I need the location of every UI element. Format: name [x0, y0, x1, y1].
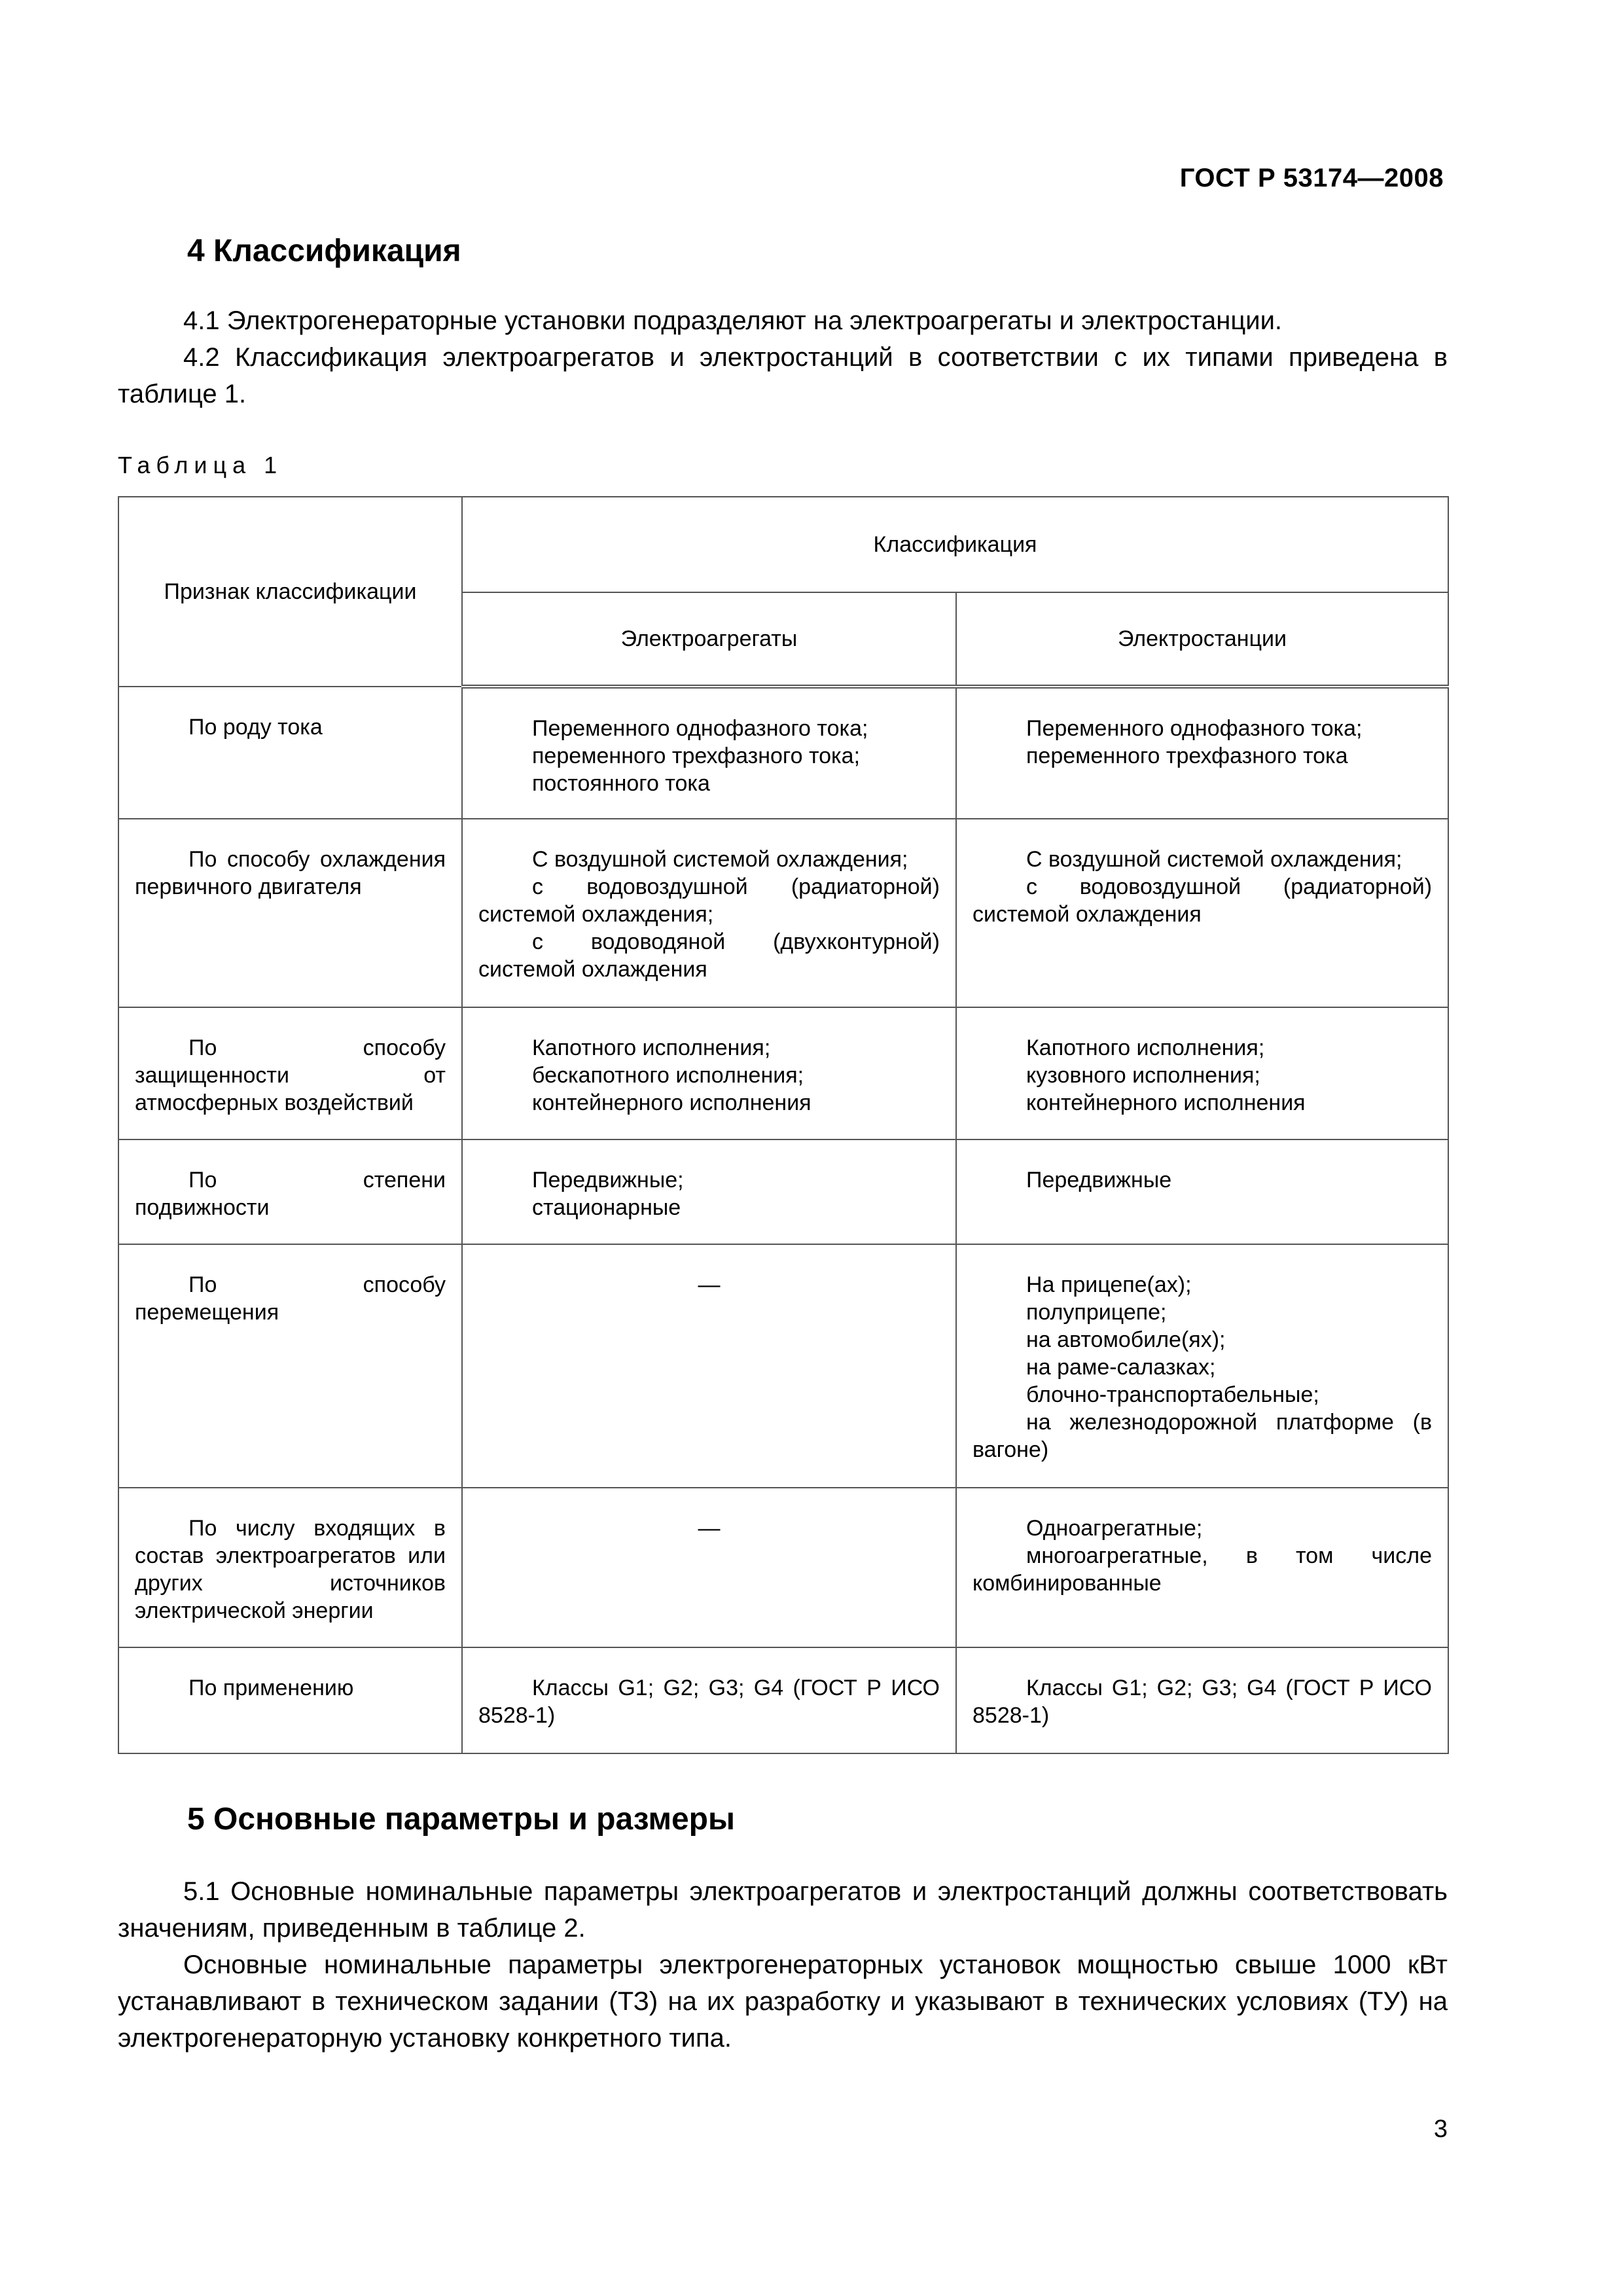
cell-feature	[118, 687, 462, 819]
cell-electro-aggregates	[462, 819, 956, 1007]
feature-text: По степени подвижности	[135, 1168, 446, 1220]
cell-line: Переменного однофазного тока;	[1026, 716, 1363, 741]
cell-line: Передвижные;	[532, 1168, 684, 1193]
cell-electro-aggregates	[462, 1139, 956, 1244]
paragraph-5-1	[118, 1873, 1448, 1946]
cell-line: Одноагрегатные;	[1026, 1516, 1203, 1541]
cell-power-stations	[956, 1488, 1448, 1647]
table-row	[118, 819, 1448, 1007]
cell-electro-aggregates	[462, 1007, 956, 1139]
cell-electro-aggregates	[462, 1647, 956, 1753]
cell-line: Классы G1; G2; G3; G4 (ГОСТ Р ИСО 8528-1)	[478, 1676, 940, 1728]
cell-line: На прицепе(ах);	[1026, 1272, 1192, 1297]
cell-line: блочно-транспортабельные;	[1026, 1382, 1319, 1407]
cell-line: Переменного однофазного тока;	[532, 716, 868, 741]
cell-line: Классы G1; G2; G3; G4 (ГОСТ Р ИСО 8528-1)	[972, 1676, 1433, 1728]
cell-line: полуприцепе;	[1026, 1300, 1167, 1325]
cell-feature	[118, 1139, 462, 1244]
cell-line: постоянного тока	[532, 771, 710, 796]
table-row	[118, 1488, 1448, 1647]
section-5-title: 5 Основные параметры и размеры	[187, 1802, 735, 1837]
cell-power-stations	[956, 687, 1448, 819]
empty-dash: —	[698, 1272, 721, 1297]
section-4-title: 4 Классификация	[187, 234, 461, 268]
paragraph-4-2-text: 4.2 Классификация электроагрегатов и электростанций в соответствии с их типами приведена в таблице 1.	[118, 343, 1448, 408]
cell-line: кузовного исполнения;	[1026, 1063, 1260, 1088]
cell-line: переменного трехфазного тока	[1026, 744, 1348, 768]
table-row	[118, 687, 1448, 819]
cell-feature	[118, 1647, 462, 1753]
cell-line: с водовоздушной (радиаторной) системой охлаждения;	[478, 874, 940, 927]
document-code: ГОСТ Р 53174—2008	[1179, 164, 1444, 192]
paragraph-5-1-text: 5.1 Основные номинальные параметры электроагрегатов и электростанций должны соответствовать значениям, приведенным в таблице 2.	[118, 1877, 1448, 1943]
cell-line: контейнерного исполнения	[532, 1090, 812, 1115]
cell-electro-aggregates	[462, 687, 956, 819]
paragraph-4-1	[118, 302, 1448, 339]
cell-feature	[118, 819, 462, 1007]
cell-line: с водоводяной (двухконтурной) системой охлаждения	[478, 929, 940, 982]
cell-feature	[118, 1488, 462, 1647]
feature-text: По способу охлаждения первичного двигателя	[135, 847, 446, 899]
paragraph-4-1-text: 4.1 Электрогенераторные установки подразделяют на электроагрегаты и электростанции.	[183, 306, 1283, 335]
header-electro-aggregates: Электроагрегаты	[462, 592, 956, 687]
paragraph-4-2	[118, 339, 1448, 412]
cell-feature	[118, 1007, 462, 1139]
cell-power-stations	[956, 1244, 1448, 1488]
cell-power-stations	[956, 819, 1448, 1007]
cell-line: на автомобиле(ях);	[1026, 1327, 1226, 1352]
cell-electro-aggregates	[462, 1244, 956, 1488]
cell-line: контейнерного исполнения	[1026, 1090, 1306, 1115]
cell-line: с водовоздушной (радиаторной) системой охлаждения	[972, 874, 1433, 927]
cell-line: бескапотного исполнения;	[532, 1063, 804, 1088]
table-caption: Таблица 1	[118, 452, 283, 478]
cell-power-stations	[956, 1647, 1448, 1753]
cell-line: переменного трехфазного тока;	[532, 744, 861, 768]
feature-text: По способу защищенности от атмосферных воздействий	[135, 1035, 446, 1115]
paragraph-5-2-text: Основные номинальные параметры электрогенераторных установок мощностью свыше 1000 кВт устанавливают в техническом задании (ТЗ) на их разработку и указывают в технических условиях (ТУ) на электрогенераторную установку конкретного типа.	[118, 1950, 1448, 2053]
classification-table	[118, 496, 1449, 1754]
feature-text: По способу перемещения	[135, 1272, 446, 1325]
cell-power-stations	[956, 1007, 1448, 1139]
cell-line: Передвижные	[1026, 1168, 1172, 1193]
table-row	[118, 1244, 1448, 1488]
header-power-stations: Электростанции	[956, 592, 1448, 687]
cell-line: Капотного исполнения;	[1026, 1035, 1265, 1060]
header-feature: Признак классификации	[118, 497, 462, 687]
page-number: 3	[1433, 2115, 1448, 2143]
table-row	[118, 1007, 1448, 1139]
table-row	[118, 1139, 1448, 1244]
feature-text: По роду тока	[188, 715, 323, 740]
cell-power-stations	[956, 1139, 1448, 1244]
paragraph-5-2	[118, 1946, 1448, 2056]
table-row	[118, 1647, 1448, 1753]
cell-line: С воздушной системой охлаждения;	[1026, 847, 1402, 872]
cell-feature	[118, 1244, 462, 1488]
cell-line: стационарные	[532, 1195, 681, 1220]
cell-line: на железнодорожной платформе (в вагоне)	[972, 1410, 1433, 1462]
cell-line: многоагрегатные, в том числе комбинированные	[972, 1543, 1433, 1596]
header-classification: Классификация	[462, 497, 1448, 592]
table-header-row	[118, 497, 1448, 592]
feature-text: По применению	[188, 1676, 354, 1700]
cell-line: Капотного исполнения;	[532, 1035, 771, 1060]
empty-dash: —	[698, 1516, 721, 1541]
feature-text: По числу входящих в состав электроагрегатов или других источников электрической энергии	[135, 1516, 446, 1623]
cell-line: С воздушной системой охлаждения;	[532, 847, 908, 872]
cell-electro-aggregates	[462, 1488, 956, 1647]
cell-line: на раме-салазках;	[1026, 1355, 1216, 1380]
